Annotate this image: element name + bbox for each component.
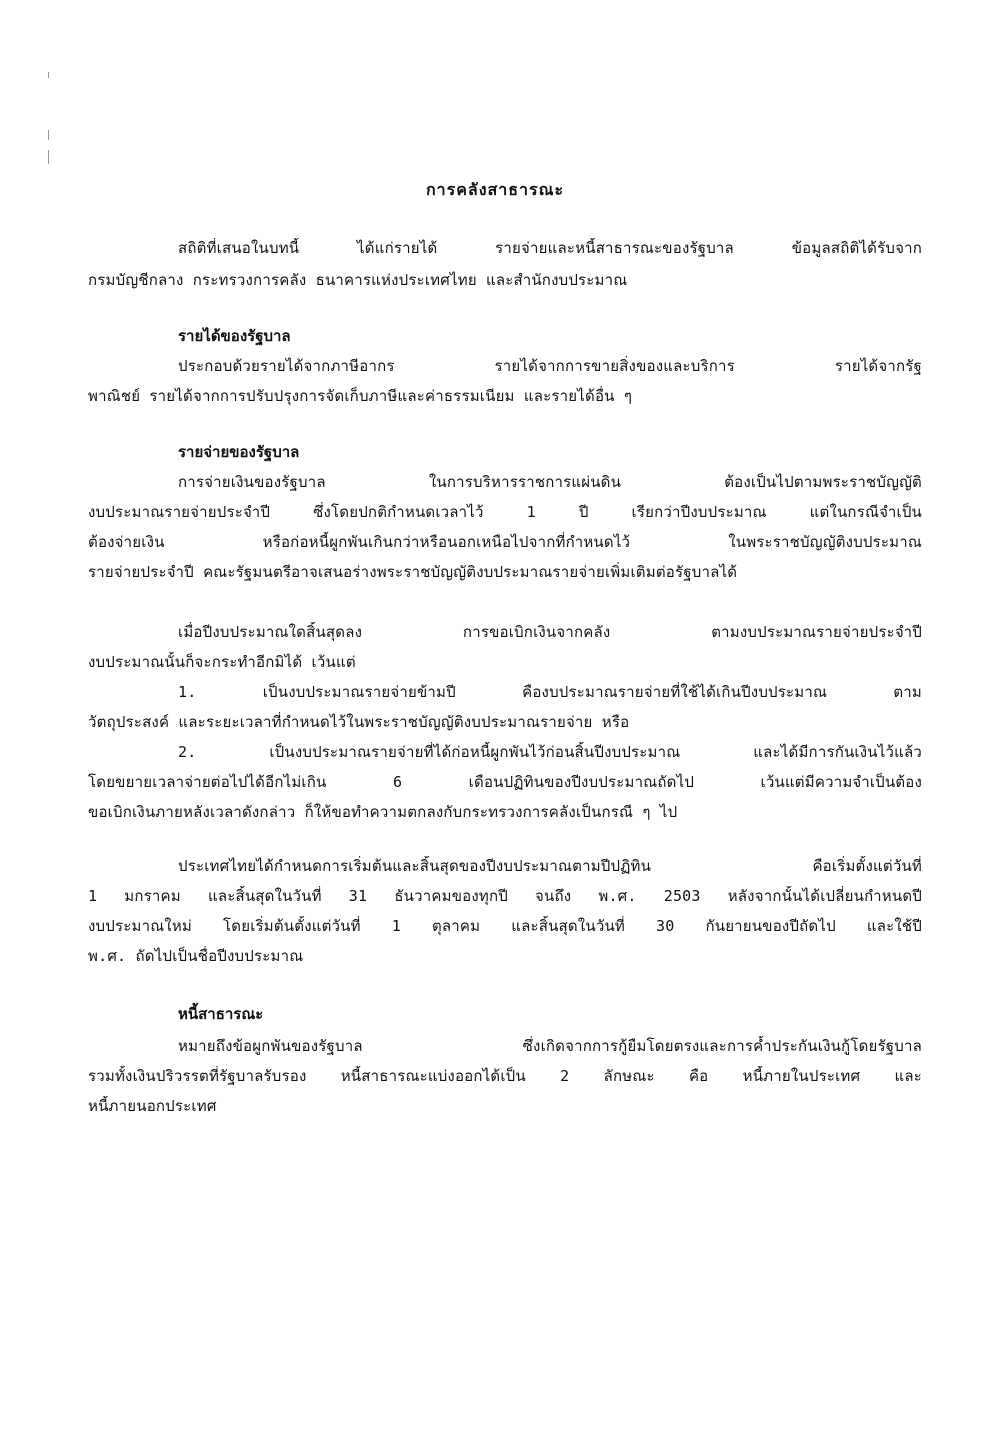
year-end-line: งบประมาณนั้นก็จะกระทำอีกมิได้ เว้นแต่	[88, 653, 356, 671]
intro-line: กรมบัญชีกลาง กระทรวงการคลัง ธนาคารแห่งประเทศไทย และสำนักงบประมาณ	[88, 271, 628, 289]
fiscal-year-line: 1 มกราคม และสิ้นสุดในวันที่ 31 ธันวาคมของทุกปี จนถึง พ.ศ. 2503 หลังจากนั้นได้เปลี่ยนกำหนดปี	[88, 887, 922, 905]
debt-line: หนี้ภายนอกประเทศ	[88, 1097, 217, 1115]
year-end-line: เมื่อปีงบประมาณใดสิ้นสุดลง การขอเบิกเงินจากคลัง ตามงบประมาณรายจ่ายประจำปี	[178, 623, 922, 641]
section-heading-debt: หนี้สาธารณะ	[178, 1005, 264, 1023]
year-end-item-1-cont: วัตถุประสงค์ และระยะเวลาที่กำหนดไว้ในพระราชบัญญัติงบประมาณรายจ่าย หรือ	[88, 713, 630, 731]
page-title: การคลังสาธารณะ	[425, 180, 565, 199]
scan-mark	[48, 130, 49, 140]
expenditure-line: ต้องจ่ายเงิน หรือก่อหนี้ผูกพันเกินกว่าหรือนอกเหนือไปจากที่กำหนดไว้ ในพระราชบัญญัติงบประมาณ	[88, 533, 922, 551]
revenue-line: ประกอบด้วยรายได้จากภาษีอากร รายได้จากการขายสิ่งของและบริการ รายได้จากรัฐ	[178, 357, 922, 375]
year-end-item-2-cont: โดยขยายเวลาจ่ายต่อไปได้อีกไม่เกิน 6 เดือนปฏิทินของปีงบประมาณถัดไป เว้นแต่มีความจำเป็นต้อง	[88, 773, 922, 791]
revenue-line: พาณิชย์ รายได้จากการปรับปรุงการจัดเก็บภาษีและค่าธรรมเนียม และรายได้อื่น ๆ	[88, 387, 633, 405]
scan-mark	[48, 150, 49, 164]
expenditure-line: รายจ่ายประจำปี คณะรัฐมนตรีอาจเสนอร่างพระราชบัญญัติงบประมาณรายจ่ายเพิ่มเติมต่อรัฐบาลได้	[88, 563, 738, 581]
scan-mark	[48, 72, 49, 78]
expenditure-line: การจ่ายเงินของรัฐบาล ในการบริหารราชการแผ่นดิน ต้องเป็นไปตามพระราชบัญญัติ	[178, 473, 922, 491]
intro-line: สถิติที่เสนอในบทนี้ ได้แก่รายได้ รายจ่ายและหนี้สาธารณะของรัฐบาล ข้อมูลสถิติได้รับจาก	[178, 239, 922, 257]
year-end-item-1: 1. เป็นงบประมาณรายจ่ายข้ามปี คืองบประมาณรายจ่ายที่ใช้ได้เกินปีงบประมาณ ตาม	[178, 683, 922, 701]
fiscal-year-line: พ.ศ. ถัดไปเป็นชื่อปีงบประมาณ	[88, 947, 304, 965]
section-heading-expenditure: รายจ่ายของรัฐบาล	[178, 443, 300, 461]
year-end-item-2-cont: ขอเบิกเงินภายหลังเวลาดังกล่าว ก็ให้ขอทำความตกลงกับกระทรวงการคลังเป็นกรณี ๆ ไป	[88, 803, 678, 821]
fiscal-year-line: งบประมาณใหม่ โดยเริ่มต้นตั้งแต่วันที่ 1 ตุลาคม และสิ้นสุดในวันที่ 30 กันยายนของปีถัดไป และใช้ปี	[88, 917, 922, 935]
debt-line: รวมทั้งเงินปริวรรตที่รัฐบาลรับรอง หนี้สาธารณะแบ่งออกได้เป็น 2 ลักษณะ คือ หนี้ภายในประเทศ และ	[88, 1067, 922, 1085]
section-heading-revenue: รายได้ของรัฐบาล	[178, 327, 291, 345]
expenditure-line: งบประมาณรายจ่ายประจำปี ซึ่งโดยปกติกำหนดเวลาไว้ 1 ปี เรียกว่าปีงบประมาณ แต่ในกรณีจำเป็น	[88, 503, 922, 521]
year-end-item-2: 2. เป็นงบประมาณรายจ่ายที่ได้ก่อหนี้ผูกพันไว้ก่อนสิ้นปีงบประมาณ และได้มีการกันเงินไว้แล้ว	[178, 743, 922, 761]
fiscal-year-line: ประเทศไทยได้กำหนดการเริ่มต้นและสิ้นสุดของปีงบประมาณตามปีปฏิทิน คือเริ่มตั้งแต่วันที่	[178, 857, 922, 875]
debt-line: หมายถึงข้อผูกพันของรัฐบาล ซึ่งเกิดจากการกู้ยืมโดยตรงและการค้ำประกันเงินกู้โดยรัฐบาล	[178, 1037, 922, 1055]
